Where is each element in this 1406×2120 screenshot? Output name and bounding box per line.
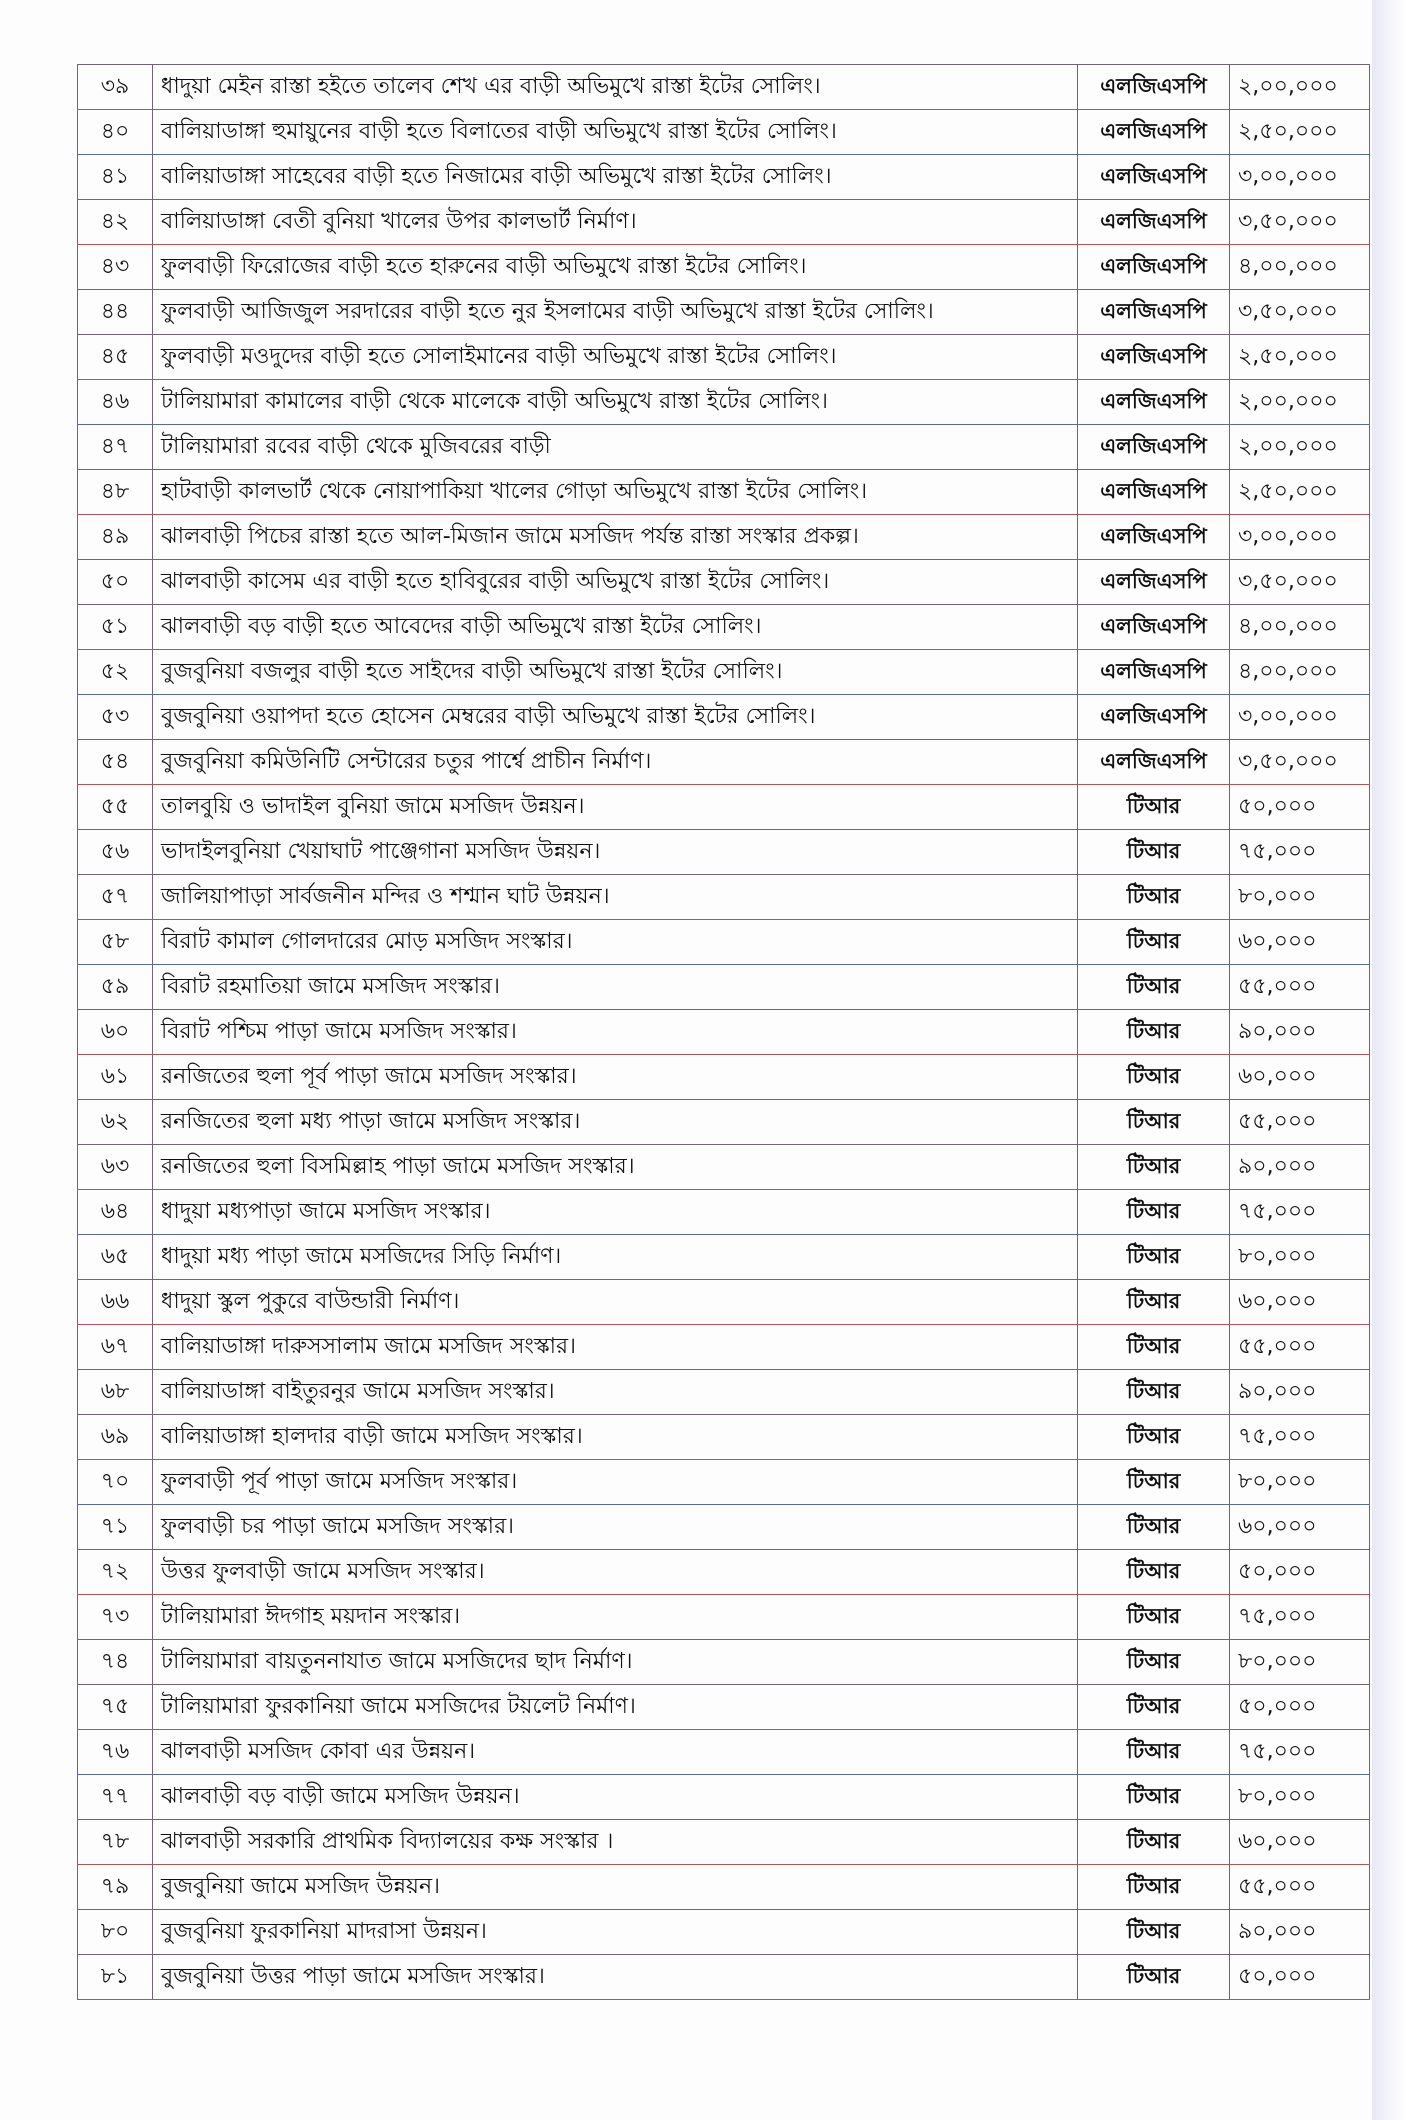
table-row	[78, 425, 1370, 470]
project-description: ঝালবাড়ী মসজিদ কোবা এর উন্নয়ন।	[153, 1730, 1078, 1775]
serial-number: ৪৪	[78, 290, 153, 335]
allocated-amount: ৫৫,০০০	[1230, 1100, 1370, 1145]
table-row	[78, 515, 1370, 560]
project-description: বুজবুনিয়া উত্তর পাড়া জামে মসজিদ সংস্কার।	[153, 1955, 1078, 2000]
allocated-amount: ৫৫,০০০	[1230, 1865, 1370, 1910]
serial-number: ৭৬	[78, 1730, 153, 1775]
allocated-amount: ২,০০,০০০	[1230, 380, 1370, 425]
allocated-amount: ৬০,০০০	[1230, 1280, 1370, 1325]
allocated-amount: ৮০,০০০	[1230, 1235, 1370, 1280]
table-row	[78, 875, 1370, 920]
allocated-amount: ৩,০০,০০০	[1230, 155, 1370, 200]
fund-type: টিআর	[1078, 1730, 1230, 1775]
allocated-amount: ৫৫,০০০	[1230, 1325, 1370, 1370]
project-description: বালিয়াডাঙ্গা হালদার বাড়ী জামে মসজিদ সংস্কার।	[153, 1415, 1078, 1460]
table-row	[78, 1955, 1370, 2000]
serial-number: ৫৭	[78, 875, 153, 920]
project-description: টালিয়ামারা রবের বাড়ী থেকে মুজিবরের বাড়ী	[153, 425, 1078, 470]
allocated-amount: ৩,৫০,০০০	[1230, 200, 1370, 245]
serial-number: ৫৩	[78, 695, 153, 740]
allocated-amount: ৫০,০০০	[1230, 785, 1370, 830]
fund-type: এলজিএসপি	[1078, 740, 1230, 785]
table-row	[78, 110, 1370, 155]
fund-type: টিআর	[1078, 1325, 1230, 1370]
allocated-amount: ৫৫,০০০	[1230, 965, 1370, 1010]
table-row	[78, 695, 1370, 740]
project-description: টালিয়ামারা ঈদগাহ ময়দান সংস্কার।	[153, 1595, 1078, 1640]
fund-type: এলজিএসপি	[1078, 290, 1230, 335]
serial-number: ৭৩	[78, 1595, 153, 1640]
allocated-amount: ২,০০,০০০	[1230, 425, 1370, 470]
project-description: বালিয়াডাঙ্গা দারুসসালাম জামে মসজিদ সংস্কার।	[153, 1325, 1078, 1370]
fund-type: টিআর	[1078, 1955, 1230, 2000]
allocated-amount: ৭৫,০০০	[1230, 1190, 1370, 1235]
project-description: তালবুয়ি ও ভাদাইল বুনিয়া জামে মসজিদ উন্নয়ন।	[153, 785, 1078, 830]
table-row	[78, 470, 1370, 515]
project-description: রনজিতের হুলা পূর্ব পাড়া জামে মসজিদ সংস্কার।	[153, 1055, 1078, 1100]
fund-type: টিআর	[1078, 1550, 1230, 1595]
allocated-amount: ৫০,০০০	[1230, 1955, 1370, 2000]
serial-number: ৬৪	[78, 1190, 153, 1235]
allocated-amount: ৭৫,০০০	[1230, 830, 1370, 875]
fund-type: টিআর	[1078, 1460, 1230, 1505]
fund-type: এলজিএসপি	[1078, 110, 1230, 155]
project-description: বিরাট কামাল গোলদারের মোড় মসজিদ সংস্কার।	[153, 920, 1078, 965]
serial-number: ৭০	[78, 1460, 153, 1505]
table-row	[78, 1730, 1370, 1775]
project-description: ভাদাইলবুনিয়া খেয়াঘাট পাঞ্জেগানা মসজিদ উন্নয়ন।	[153, 830, 1078, 875]
serial-number: ৬৮	[78, 1370, 153, 1415]
allocated-amount: ৯০,০০০	[1230, 1370, 1370, 1415]
fund-type: টিআর	[1078, 830, 1230, 875]
fund-type: টিআর	[1078, 1865, 1230, 1910]
table-row	[78, 155, 1370, 200]
table-row	[78, 740, 1370, 785]
serial-number: ৫২	[78, 650, 153, 695]
fund-type: টিআর	[1078, 1640, 1230, 1685]
fund-type: এলজিএসপি	[1078, 560, 1230, 605]
serial-number: ৪৭	[78, 425, 153, 470]
fund-type: এলজিএসপি	[1078, 515, 1230, 560]
allocated-amount: ৬০,০০০	[1230, 1820, 1370, 1865]
project-description: উত্তর ফুলবাড়ী জামে মসজিদ সংস্কার।	[153, 1550, 1078, 1595]
table-row	[78, 650, 1370, 695]
table-row	[78, 785, 1370, 830]
fund-type: টিআর	[1078, 875, 1230, 920]
allocated-amount: ৮০,০০০	[1230, 875, 1370, 920]
serial-number: ৪৫	[78, 335, 153, 380]
project-description: হাটবাড়ী কালভার্ট থেকে নোয়াপাকিয়া খালের গোড়া অভিমুখে রাস্তা ইটের সোলিং।	[153, 470, 1078, 515]
table-row	[78, 1865, 1370, 1910]
serial-number: ৮০	[78, 1910, 153, 1955]
fund-type: এলজিএসপি	[1078, 425, 1230, 470]
serial-number: ৪৮	[78, 470, 153, 515]
serial-number: ৭১	[78, 1505, 153, 1550]
fund-type: টিআর	[1078, 785, 1230, 830]
project-table-body	[78, 65, 1370, 2000]
fund-type: টিআর	[1078, 1190, 1230, 1235]
project-table	[77, 64, 1370, 2000]
allocated-amount: ৪,০০,০০০	[1230, 650, 1370, 695]
serial-number: ৬৭	[78, 1325, 153, 1370]
fund-type: এলজিএসপি	[1078, 335, 1230, 380]
table-row	[78, 1685, 1370, 1730]
project-description: ঝালবাড়ী সরকারি প্রাথমিক বিদ্যালয়ের কক্ষ সংস্কার ।	[153, 1820, 1078, 1865]
table-row	[78, 1460, 1370, 1505]
project-description: বুজবুনিয়া জামে মসজিদ উন্নয়ন।	[153, 1865, 1078, 1910]
project-description: ফুলবাড়ী চর পাড়া জামে মসজিদ সংস্কার।	[153, 1505, 1078, 1550]
project-description: ধাদুয়া মধ্য পাড়া জামে মসজিদের সিড়ি নির্মাণ।	[153, 1235, 1078, 1280]
scan-edge-shadow	[1372, 0, 1406, 2120]
fund-type: টিআর	[1078, 1280, 1230, 1325]
table-row	[78, 335, 1370, 380]
project-description: রনজিতের হুলা বিসমিল্লাহ পাড়া জামে মসজিদ সংস্কার।	[153, 1145, 1078, 1190]
allocated-amount: ৫০,০০০	[1230, 1685, 1370, 1730]
table-row	[78, 1280, 1370, 1325]
project-description: ধাদুয়া মধ্যপাড়া জামে মসজিদ সংস্কার।	[153, 1190, 1078, 1235]
allocated-amount: ২,০০,০০০	[1230, 65, 1370, 110]
serial-number: ৫১	[78, 605, 153, 650]
fund-type: টিআর	[1078, 1010, 1230, 1055]
serial-number: ৬২	[78, 1100, 153, 1145]
table-row	[78, 1370, 1370, 1415]
serial-number: ৪৬	[78, 380, 153, 425]
fund-type: এলজিএসপি	[1078, 65, 1230, 110]
project-description: বালিয়াডাঙ্গা হুমায়ুনের বাড়ী হতে বিলাতের বাড়ী অভিমুখে রাস্তা ইটের সোলিং।	[153, 110, 1078, 155]
fund-type: টিআর	[1078, 1145, 1230, 1190]
fund-type: টিআর	[1078, 1910, 1230, 1955]
table-row	[78, 1235, 1370, 1280]
allocated-amount: ৩,৫০,০০০	[1230, 560, 1370, 605]
serial-number: ৬৬	[78, 1280, 153, 1325]
serial-number: ৭৮	[78, 1820, 153, 1865]
allocated-amount: ৬০,০০০	[1230, 1505, 1370, 1550]
allocated-amount: ৬০,০০০	[1230, 1055, 1370, 1100]
project-description: বুজবুনিয়া বজলুর বাড়ী হতে সাইদের বাড়ী অভিমুখে রাস্তা ইটের সোলিং।	[153, 650, 1078, 695]
serial-number: ৪৯	[78, 515, 153, 560]
allocated-amount: ৮০,০০০	[1230, 1775, 1370, 1820]
allocated-amount: ২,৫০,০০০	[1230, 335, 1370, 380]
serial-number: ৫৯	[78, 965, 153, 1010]
project-description: জালিয়াপাড়া সার্বজনীন মন্দির ও শশ্মান ঘাট উন্নয়ন।	[153, 875, 1078, 920]
allocated-amount: ৯০,০০০	[1230, 1910, 1370, 1955]
allocated-amount: ৭৫,০০০	[1230, 1730, 1370, 1775]
fund-type: টিআর	[1078, 965, 1230, 1010]
allocated-amount: ৫০,০০০	[1230, 1550, 1370, 1595]
project-description: ঝালবাড়ী পিচের রাস্তা হতে আল-মিজান জামে মসজিদ পর্যন্ত রাস্তা সংস্কার প্রকল্প।	[153, 515, 1078, 560]
serial-number: ৭৫	[78, 1685, 153, 1730]
fund-type: টিআর	[1078, 1100, 1230, 1145]
allocated-amount: ৮০,০০০	[1230, 1460, 1370, 1505]
project-description: বিরাট পশ্চিম পাড়া জামে মসজিদ সংস্কার।	[153, 1010, 1078, 1055]
serial-number: ৬৯	[78, 1415, 153, 1460]
table-row	[78, 380, 1370, 425]
serial-number: ৫০	[78, 560, 153, 605]
project-description: বিরাট রহমাতিয়া জামে মসজিদ সংস্কার।	[153, 965, 1078, 1010]
allocated-amount: ৭৫,০০০	[1230, 1595, 1370, 1640]
fund-type: টিআর	[1078, 1595, 1230, 1640]
table-row	[78, 965, 1370, 1010]
fund-type: এলজিএসপি	[1078, 155, 1230, 200]
table-row	[78, 1145, 1370, 1190]
project-description: ফুলবাড়ী পূর্ব পাড়া জামে মসজিদ সংস্কার।	[153, 1460, 1078, 1505]
fund-type: টিআর	[1078, 1820, 1230, 1865]
table-row	[78, 290, 1370, 335]
serial-number: ৬৩	[78, 1145, 153, 1190]
table-row	[78, 1820, 1370, 1865]
serial-number: ৭৭	[78, 1775, 153, 1820]
project-description: ঝালবাড়ী বড় বাড়ী হতে আবেদের বাড়ী অভিমুখে রাস্তা ইটের সোলিং।	[153, 605, 1078, 650]
allocated-amount: ২,৫০,০০০	[1230, 110, 1370, 155]
allocated-amount: ৪,০০,০০০	[1230, 245, 1370, 290]
fund-type: টিআর	[1078, 1235, 1230, 1280]
fund-type: টিআর	[1078, 1370, 1230, 1415]
fund-type: এলজিএসপি	[1078, 380, 1230, 425]
serial-number: ৫৫	[78, 785, 153, 830]
fund-type: টিআর	[1078, 1415, 1230, 1460]
table-row	[78, 1325, 1370, 1370]
allocated-amount: ৪,০০,০০০	[1230, 605, 1370, 650]
serial-number: ৭৪	[78, 1640, 153, 1685]
table-row	[78, 200, 1370, 245]
project-description: রনজিতের হুলা মধ্য পাড়া জামে মসজিদ সংস্কার।	[153, 1100, 1078, 1145]
serial-number: ৪৩	[78, 245, 153, 290]
fund-type: এলজিএসপি	[1078, 200, 1230, 245]
serial-number: ৬৫	[78, 1235, 153, 1280]
table-row	[78, 1415, 1370, 1460]
fund-type: এলজিএসপি	[1078, 470, 1230, 515]
table-row	[78, 605, 1370, 650]
allocated-amount: ৬০,০০০	[1230, 920, 1370, 965]
project-description: টালিয়ামারা কামালের বাড়ী থেকে মালেকে বাড়ী অভিমুখে রাস্তা ইটের সোলিং।	[153, 380, 1078, 425]
allocated-amount: ৩,৫০,০০০	[1230, 290, 1370, 335]
table-row	[78, 560, 1370, 605]
serial-number: ৭২	[78, 1550, 153, 1595]
table-row	[78, 1055, 1370, 1100]
fund-type: এলজিএসপি	[1078, 650, 1230, 695]
serial-number: ৪০	[78, 110, 153, 155]
serial-number: ৩৯	[78, 65, 153, 110]
serial-number: ৫৮	[78, 920, 153, 965]
table-row	[78, 1910, 1370, 1955]
fund-type: টিআর	[1078, 1505, 1230, 1550]
serial-number: ৬০	[78, 1010, 153, 1055]
project-description: বুজবুনিয়া কমিউনিটি সেন্টারের চতুর পার্শ্বে প্রাচীন নির্মাণ।	[153, 740, 1078, 785]
serial-number: ৮১	[78, 1955, 153, 2000]
fund-type: এলজিএসপি	[1078, 605, 1230, 650]
table-row	[78, 1595, 1370, 1640]
serial-number: ৬১	[78, 1055, 153, 1100]
serial-number: ৪১	[78, 155, 153, 200]
table-row	[78, 1640, 1370, 1685]
project-description: ধাদুয়া স্কুল পুকুরে বাউন্ডারী নির্মাণ।	[153, 1280, 1078, 1325]
allocated-amount: ৩,০০,০০০	[1230, 515, 1370, 560]
project-description: ধাদুয়া মেইন রাস্তা হইতে তালেব শেখ এর বাড়ী অভিমুখে রাস্তা ইটের সোলিং।	[153, 65, 1078, 110]
table-row	[78, 1190, 1370, 1235]
serial-number: ৭৯	[78, 1865, 153, 1910]
project-description: টালিয়ামারা বায়তুননাযাত জামে মসজিদের ছাদ নির্মাণ।	[153, 1640, 1078, 1685]
table-row	[78, 65, 1370, 110]
serial-number: ৪২	[78, 200, 153, 245]
table-row	[78, 1100, 1370, 1145]
allocated-amount: ৯০,০০০	[1230, 1145, 1370, 1190]
project-description: ঝালবাড়ী কাসেম এর বাড়ী হতে হাবিবুরের বাড়ী অভিমুখে রাস্তা ইটের সোলিং।	[153, 560, 1078, 605]
allocated-amount: ৯০,০০০	[1230, 1010, 1370, 1055]
project-description: ফুলবাড়ী মওদুদের বাড়ী হতে সোলাইমানের বাড়ী অভিমুখে রাস্তা ইটের সোলিং।	[153, 335, 1078, 380]
fund-type: এলজিএসপি	[1078, 695, 1230, 740]
table-row	[78, 920, 1370, 965]
table-row	[78, 1775, 1370, 1820]
serial-number: ৫৪	[78, 740, 153, 785]
allocated-amount: ৩,৫০,০০০	[1230, 740, 1370, 785]
project-description: ঝালবাড়ী বড় বাড়ী জামে মসজিদ উন্নয়ন।	[153, 1775, 1078, 1820]
project-description: ফুলবাড়ী ফিরোজের বাড়ী হতে হারুনের বাড়ী অভিমুখে রাস্তা ইটের সোলিং।	[153, 245, 1078, 290]
project-description: বুজবুনিয়া ফুরকানিয়া মাদরাসা উন্নয়ন।	[153, 1910, 1078, 1955]
allocated-amount: ৭৫,০০০	[1230, 1415, 1370, 1460]
project-description: বালিয়াডাঙ্গা সাহেবের বাড়ী হতে নিজামের বাড়ী অভিমুখে রাস্তা ইটের সোলিং।	[153, 155, 1078, 200]
table-row	[78, 830, 1370, 875]
table-row	[78, 1550, 1370, 1595]
allocated-amount: ২,৫০,০০০	[1230, 470, 1370, 515]
project-description: টালিয়ামারা ফুরকানিয়া জামে মসজিদের টয়লেট নির্মাণ।	[153, 1685, 1078, 1730]
fund-type: টিআর	[1078, 1775, 1230, 1820]
project-description: বালিয়াডাঙ্গা বাইতুরনুর জামে মসজিদ সংস্কার।	[153, 1370, 1078, 1415]
allocated-amount: ৩,০০,০০০	[1230, 695, 1370, 740]
fund-type: টিআর	[1078, 920, 1230, 965]
project-description: বালিয়াডাঙ্গা বেতী বুনিয়া খালের উপর কালভার্ট নির্মাণ।	[153, 200, 1078, 245]
table-row	[78, 245, 1370, 290]
table-row	[78, 1505, 1370, 1550]
project-description: বুজবুনিয়া ওয়াপদা হতে হোসেন মেম্বরের বাড়ী অভিমুখে রাস্তা ইটের সোলিং।	[153, 695, 1078, 740]
fund-type: এলজিএসপি	[1078, 245, 1230, 290]
table-row	[78, 1010, 1370, 1055]
allocated-amount: ৮০,০০০	[1230, 1640, 1370, 1685]
fund-type: টিআর	[1078, 1055, 1230, 1100]
serial-number: ৫৬	[78, 830, 153, 875]
fund-type: টিআর	[1078, 1685, 1230, 1730]
project-description: ফুলবাড়ী আজিজুল সরদারের বাড়ী হতে নুর ইসলামের বাড়ী অভিমুখে রাস্তা ইটের সোলিং।	[153, 290, 1078, 335]
